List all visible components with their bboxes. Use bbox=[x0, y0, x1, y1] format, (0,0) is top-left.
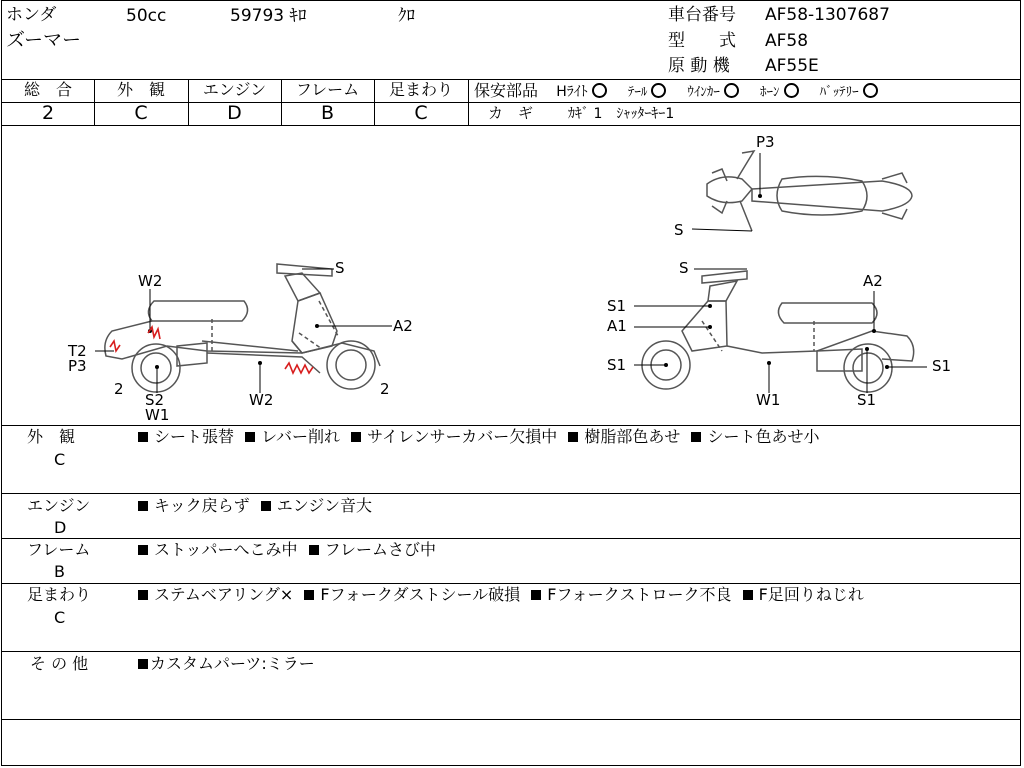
maker: ホンダ bbox=[6, 5, 57, 25]
section-items-frame bbox=[138, 542, 436, 558]
issue-item: フレームさび中 bbox=[324, 540, 436, 559]
label-w2-bottom: W2 bbox=[249, 391, 274, 409]
grade-label-engine: エンジン bbox=[202, 80, 267, 99]
label-w2-top: W2 bbox=[138, 272, 163, 290]
bullet-icon bbox=[261, 501, 271, 511]
section-label-frame: フレーム bbox=[27, 540, 91, 559]
bullet-icon bbox=[304, 590, 314, 600]
model-name: ズーマー bbox=[6, 29, 82, 51]
grade-label-suspension: 足まわり bbox=[388, 80, 453, 99]
divider bbox=[2, 493, 1020, 494]
label-s1-a: S1 bbox=[607, 297, 627, 315]
type-value: AF58 bbox=[765, 31, 809, 51]
issue-item: サイレンサーカバー欠損中 bbox=[367, 427, 558, 446]
issue-item: Fフォークダストシール破損 bbox=[320, 585, 521, 604]
issue-item: キック戻らず bbox=[154, 496, 250, 515]
divider bbox=[2, 583, 1020, 584]
taillight-ok-icon bbox=[651, 83, 666, 98]
section-items-engine bbox=[138, 498, 372, 514]
horn-label: ﾎｰﾝ bbox=[760, 85, 780, 100]
section-grade-suspension: C bbox=[54, 608, 66, 627]
issue-item: ステムベアリング× bbox=[154, 585, 294, 604]
issue-item: 樹脂部色あせ bbox=[584, 427, 681, 446]
grade-value-frame: B bbox=[320, 102, 335, 124]
bullet-icon bbox=[138, 659, 148, 669]
issue-item: F足回りねじれ bbox=[758, 585, 864, 604]
frame-no-label: 車台番号 bbox=[668, 5, 736, 25]
bullet-icon bbox=[138, 501, 148, 511]
section-grade-frame: B bbox=[54, 562, 65, 581]
label-p3-left: P3 bbox=[68, 357, 87, 375]
type-label: 型 式 bbox=[668, 31, 736, 51]
bullet-icon bbox=[138, 432, 148, 442]
bullet-icon bbox=[568, 432, 578, 442]
section-label-exterior: 外 観 bbox=[27, 427, 76, 446]
label-w1-left: W1 bbox=[145, 406, 170, 424]
bullet-icon bbox=[138, 545, 148, 555]
battery-ok-icon bbox=[863, 83, 878, 98]
bullet-icon bbox=[351, 432, 361, 442]
label-s-top-view: S bbox=[674, 221, 684, 239]
inspection-sheet bbox=[1, 0, 1021, 766]
grade-value-suspension: C bbox=[414, 102, 428, 124]
section-items-suspension bbox=[138, 587, 864, 603]
label-s1-d: S1 bbox=[932, 357, 952, 375]
displacement: 50cc bbox=[126, 6, 167, 26]
section-label-suspension: 足まわり bbox=[27, 585, 92, 604]
color: ｸﾛ bbox=[398, 6, 415, 26]
headlight-ok-icon bbox=[592, 83, 607, 98]
label-a2-left: A2 bbox=[393, 317, 413, 335]
label-s-right: S bbox=[679, 259, 689, 277]
bullet-icon bbox=[309, 545, 319, 555]
label-a2-right: A2 bbox=[863, 272, 883, 290]
label-grade-2-right: 2 bbox=[380, 380, 390, 398]
label-grade-2-left: 2 bbox=[114, 380, 124, 398]
issue-item: エンジン音大 bbox=[276, 496, 372, 515]
label-w1-right: W1 bbox=[756, 391, 781, 409]
bullet-icon bbox=[531, 590, 541, 600]
issue-item: シート張替 bbox=[154, 427, 235, 446]
horn-ok-icon bbox=[784, 83, 799, 98]
section-label-other: そ の 他 bbox=[30, 654, 89, 673]
grade-value-overall: 2 bbox=[41, 102, 55, 124]
issue-item: Fフォークストローク不良 bbox=[547, 585, 732, 604]
divider bbox=[2, 425, 1020, 426]
label-s1-b: S1 bbox=[607, 356, 627, 374]
key-label: カ ギ bbox=[488, 104, 534, 122]
winker-label: ｳｲﾝｶｰ bbox=[687, 85, 720, 100]
safety-parts-label: 保安部品 bbox=[474, 81, 539, 100]
battery-label: ﾊﾞｯﾃﾘｰ bbox=[819, 85, 859, 100]
grade-value-engine: D bbox=[227, 102, 242, 124]
section-items-exterior bbox=[138, 429, 819, 445]
grade-label-overall: 総 合 bbox=[23, 80, 72, 99]
scooter-top-view bbox=[707, 151, 912, 231]
section-label-engine: エンジン bbox=[27, 496, 91, 515]
damage-diagram bbox=[2, 126, 1020, 424]
frame-no: AF58-1307687 bbox=[765, 5, 890, 25]
taillight-label: ﾃｰﾙ bbox=[627, 85, 648, 100]
grade-value-exterior: C bbox=[134, 102, 148, 124]
divider bbox=[468, 102, 1020, 103]
engine-value: AF55E bbox=[765, 56, 819, 76]
issue-item: カスタムパーツ:ミラー bbox=[150, 654, 315, 673]
bullet-icon bbox=[245, 432, 255, 442]
grade-label-exterior: 外 観 bbox=[116, 80, 165, 99]
grade-label-frame: フレーム bbox=[295, 80, 360, 99]
issue-item: レバー削れ bbox=[261, 427, 340, 446]
safety-parts-row bbox=[474, 83, 878, 100]
section-grade-engine: D bbox=[54, 518, 67, 537]
label-s-top-left: S bbox=[335, 259, 345, 277]
label-s1-c: S1 bbox=[857, 391, 877, 409]
key-value: ｶｷﾞ 1 ｼｬｯﾀｰｷｰ1 bbox=[568, 106, 675, 122]
winker-ok-icon bbox=[724, 83, 739, 98]
label-t2: T2 bbox=[68, 342, 87, 360]
divider bbox=[2, 719, 1020, 720]
bullet-icon bbox=[691, 432, 701, 442]
section-grade-exterior: C bbox=[54, 450, 66, 469]
section-items-other bbox=[138, 656, 315, 672]
engine-label: 原 動 機 bbox=[668, 56, 730, 76]
mileage: 59793 ｷﾛ bbox=[230, 6, 307, 26]
issue-item: シート色あせ小 bbox=[707, 427, 820, 446]
label-p3-top: P3 bbox=[756, 133, 775, 151]
bullet-icon bbox=[138, 590, 148, 600]
divider bbox=[2, 538, 1020, 539]
headlight-label: Hﾗｲﾄ bbox=[556, 84, 588, 100]
issue-item: ストッパーへこみ中 bbox=[154, 540, 298, 559]
label-s2: S2 bbox=[145, 391, 165, 409]
label-a1: A1 bbox=[607, 317, 627, 335]
divider bbox=[2, 651, 1020, 652]
bullet-icon bbox=[743, 590, 753, 600]
